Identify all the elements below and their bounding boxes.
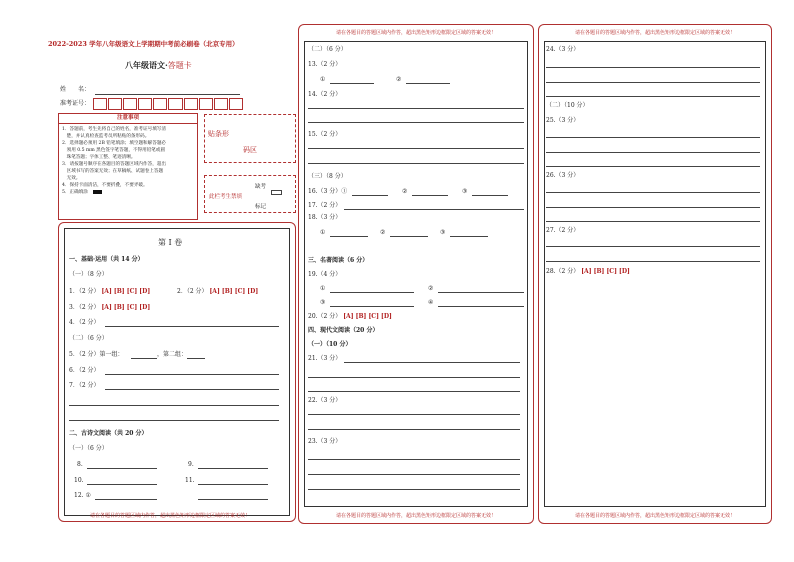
absent-checkbox[interactable] xyxy=(271,190,282,195)
q18-circle-3: ③ xyxy=(440,229,446,236)
id-box[interactable] xyxy=(199,98,213,110)
section-3-heading: 三、名著阅读（6 分） xyxy=(308,257,369,264)
answer-line[interactable] xyxy=(546,192,760,193)
answer-line[interactable] xyxy=(198,484,268,485)
id-boxes[interactable] xyxy=(93,98,243,110)
answer-line[interactable] xyxy=(472,195,508,196)
column-2-header: 请在各题目的答题区域内作答，超出黑色矩形边框限定区域的答案无效！ xyxy=(335,30,496,36)
question-25: 25.（3 分） xyxy=(546,117,580,124)
col3-subsection: （二）（10 分） xyxy=(546,102,589,109)
col2-subsection-4: （一）（10 分） xyxy=(308,341,352,348)
answer-line[interactable] xyxy=(308,429,520,430)
answer-line[interactable] xyxy=(308,377,520,378)
absent-mark-a: 缺考 xyxy=(255,184,267,190)
subsection-3: （一）（6 分） xyxy=(69,445,108,452)
question-1 xyxy=(69,288,150,296)
q19-circle-4: ④ xyxy=(428,299,434,306)
answer-line[interactable] xyxy=(390,236,428,237)
section-4-heading: 四、现代文阅读（20 分） xyxy=(308,327,379,334)
answer-line[interactable] xyxy=(69,420,279,421)
q18-circle-2: ② xyxy=(380,229,386,236)
answer-line[interactable] xyxy=(330,236,368,237)
q1-options[interactable]: [A] [B] [C] [D] xyxy=(101,288,151,295)
q19-circle-1: ① xyxy=(320,285,326,292)
answer-line[interactable] xyxy=(308,163,524,164)
question-7: 7．（2 分） xyxy=(69,382,100,389)
q19-circle-3: ③ xyxy=(320,299,326,306)
answer-line[interactable] xyxy=(95,499,157,500)
question-3 xyxy=(69,304,150,312)
note-line: 3．请按题号顺序在各题目的答题区域内作答，超出 xyxy=(62,162,166,167)
subtitle-answer-card: 答题卡 xyxy=(167,61,192,70)
barcode-label-b: 码区 xyxy=(243,146,257,154)
answer-line[interactable] xyxy=(438,292,524,293)
column-3-footer: 请在各题目的答题区域内作答，超出黑色矩形边框限定区域的答案无效！ xyxy=(574,513,735,519)
question-15: 15.（2 分） xyxy=(308,131,342,138)
answer-line[interactable] xyxy=(412,195,448,196)
id-box[interactable] xyxy=(229,98,243,110)
subtitle-subject: 八年级语文· xyxy=(125,60,168,70)
answer-line[interactable] xyxy=(131,358,157,359)
q13-circle-1: ① xyxy=(320,76,326,83)
question-2 xyxy=(177,288,258,296)
question-5 xyxy=(69,351,124,359)
id-box[interactable] xyxy=(184,98,198,110)
question-9: 9. xyxy=(188,461,194,468)
answer-line[interactable] xyxy=(105,374,279,375)
answer-line[interactable] xyxy=(450,236,488,237)
q3-label: 3．（2 分） xyxy=(69,304,100,311)
id-box[interactable] xyxy=(168,98,182,110)
answer-line[interactable] xyxy=(330,306,414,307)
q1-label: 1．（2 分） xyxy=(69,288,100,295)
id-box[interactable] xyxy=(123,98,137,110)
col2-subsection-3: （三）（8 分） xyxy=(308,173,347,180)
note-line: 4．保持卡面清洁，不要折叠，不要弄破。 xyxy=(62,183,148,188)
answer-line[interactable] xyxy=(87,484,157,485)
question-28 xyxy=(546,268,630,276)
q5-label: 5．（2 分）第一组： xyxy=(69,351,124,358)
q16-circle-2: ② xyxy=(402,188,408,195)
answer-line[interactable] xyxy=(546,207,760,208)
answer-line[interactable] xyxy=(330,292,414,293)
answer-line[interactable] xyxy=(546,246,760,247)
answer-line[interactable] xyxy=(87,468,157,469)
answer-line[interactable] xyxy=(69,405,279,406)
question-24: 24.（3 分） xyxy=(546,46,580,53)
answer-line[interactable] xyxy=(308,489,520,490)
id-box[interactable] xyxy=(153,98,167,110)
note-line: 无效。 xyxy=(62,176,81,181)
notes-title: 注意事项 xyxy=(59,114,197,124)
question-17: 17.（2 分） xyxy=(308,202,342,209)
note-line: 珠笔答题；字体工整、笔迹清晰。 xyxy=(62,155,136,160)
q20-label: 20.（2 分） xyxy=(308,313,342,320)
answer-line[interactable] xyxy=(438,306,524,307)
column-3-header: 请在各题目的答题区域内作答，超出黑色矩形边框限定区域的答案无效！ xyxy=(574,30,735,36)
subtitle xyxy=(125,60,192,71)
question-16: 16.（3 分）① xyxy=(308,188,348,195)
notes-list xyxy=(59,124,197,198)
answer-line[interactable] xyxy=(308,459,520,460)
q12-circle: ① xyxy=(85,492,91,499)
id-box[interactable] xyxy=(138,98,152,110)
question-19: 19.（4 分） xyxy=(308,271,342,278)
q3-options[interactable]: [A] [B] [C] [D] xyxy=(101,304,151,311)
note-line: 须用 0.5 mm 黑色签字笔答题，不得用铅笔或圆 xyxy=(62,148,166,153)
answer-line[interactable] xyxy=(330,83,374,84)
q28-options[interactable]: [A] [B] [C] [D] xyxy=(581,268,630,275)
column-2-footer: 请在各题目的答题区域内作答，超出黑色矩形边框限定区域的答案无效！ xyxy=(335,513,496,519)
exam-title: 2022-2023 学年八年级语文上学期期中考前必刷卷（北京专用） xyxy=(48,40,239,48)
answer-line[interactable] xyxy=(308,148,524,149)
question-4: 4．（2 分） xyxy=(69,319,100,326)
section-1-heading: 一、基础·运用（共 14 分） xyxy=(69,256,144,263)
q18-circle-1: ① xyxy=(320,229,326,236)
name-field[interactable] xyxy=(95,94,240,95)
column-1-footer: 请在各题目的答题区域内作答，超出黑色矩形边框限定区域的答案无效！ xyxy=(90,513,251,519)
question-14: 14.（2 分） xyxy=(308,91,342,98)
question-10: 10. xyxy=(74,477,84,484)
subsection-1: （一）（8 分） xyxy=(69,271,108,278)
question-20 xyxy=(308,313,392,321)
question-21: 21.（3 分） xyxy=(308,355,342,362)
id-label: 准考证号： xyxy=(60,100,91,107)
absent-box xyxy=(204,175,296,213)
answer-line[interactable] xyxy=(546,67,760,68)
col2-subsection: （二）（6 分） xyxy=(308,46,347,53)
q5-middle: ，第二组： xyxy=(157,351,188,358)
note-line: 楚，并认真检查监考员所粘贴的条形码。 xyxy=(62,134,150,139)
answer-line[interactable] xyxy=(105,389,279,390)
q2-options[interactable]: [A] [B] [C] [D] xyxy=(209,288,259,295)
q2-label: 2．（2 分） xyxy=(177,288,208,295)
id-box[interactable] xyxy=(93,98,107,110)
id-box[interactable] xyxy=(108,98,122,110)
answer-line[interactable] xyxy=(308,414,520,415)
answer-line[interactable] xyxy=(546,166,760,167)
answer-line[interactable] xyxy=(546,261,760,262)
q12-label: 12. xyxy=(74,492,84,499)
filled-mark-icon xyxy=(93,190,102,194)
section-2-heading: 二、古诗文阅读（共 20 分） xyxy=(69,430,148,437)
subsection-2: （二）（6 分） xyxy=(69,335,108,342)
q28-label: 28.（2 分） xyxy=(546,268,580,275)
absent-mark-b: 标记 xyxy=(255,204,267,210)
q19-circle-2: ② xyxy=(428,285,434,292)
q13-circle-2: ② xyxy=(396,76,402,83)
answer-line[interactable] xyxy=(546,96,760,97)
volume-title: 第 I 卷 xyxy=(158,238,183,247)
note-line: 1．答题前，考生先将自己的姓名，准考证号填写清 xyxy=(62,127,166,132)
answer-line[interactable] xyxy=(198,499,268,500)
answer-line[interactable] xyxy=(546,137,760,138)
answer-line[interactable] xyxy=(546,82,760,83)
answer-line[interactable] xyxy=(105,326,279,327)
correct-fill-label: 5．正确填涂 xyxy=(62,190,88,195)
question-26: 26.（3 分） xyxy=(546,172,580,179)
q20-options[interactable]: [A] [B] [C] [D] xyxy=(343,313,392,320)
notes-box xyxy=(58,113,198,220)
answer-line[interactable] xyxy=(308,108,524,109)
barcode-label-a: 贴条形 xyxy=(208,130,229,138)
question-11: 11. xyxy=(185,477,195,484)
answer-line[interactable] xyxy=(308,122,524,123)
question-6: 6．（2 分） xyxy=(69,367,100,374)
answer-line[interactable] xyxy=(308,474,520,475)
name-label: 姓 名： xyxy=(60,86,91,93)
answer-line[interactable] xyxy=(198,468,268,469)
answer-line[interactable] xyxy=(187,358,205,359)
answer-line[interactable] xyxy=(344,209,524,210)
barcode-area xyxy=(204,114,296,163)
note-line: 区域书写的答案无效；在草稿纸、试题卷上答题 xyxy=(62,169,164,174)
question-8: 8. xyxy=(77,461,83,468)
answer-line[interactable] xyxy=(546,221,760,222)
question-22: 22.（3 分） xyxy=(308,397,342,404)
question-27: 27.（2 分） xyxy=(546,227,580,234)
question-13: 13.（2 分） xyxy=(308,61,342,68)
correct-fill-row xyxy=(62,189,194,196)
absent-label: 此栏考生禁填 xyxy=(209,194,243,200)
answer-line[interactable] xyxy=(546,152,760,153)
question-18: 18.（3 分） xyxy=(308,214,342,221)
answer-line[interactable] xyxy=(344,362,520,363)
answer-line[interactable] xyxy=(352,195,388,196)
answer-line[interactable] xyxy=(308,391,520,392)
q16-circle-3: ③ xyxy=(462,188,468,195)
note-line: 2．选择题必须用 2B 铅笔填涂；填空题和解答题必 xyxy=(62,141,167,146)
question-12 xyxy=(74,492,91,500)
answer-line[interactable] xyxy=(406,83,450,84)
id-box[interactable] xyxy=(214,98,228,110)
question-23: 23.（3 分） xyxy=(308,438,342,445)
